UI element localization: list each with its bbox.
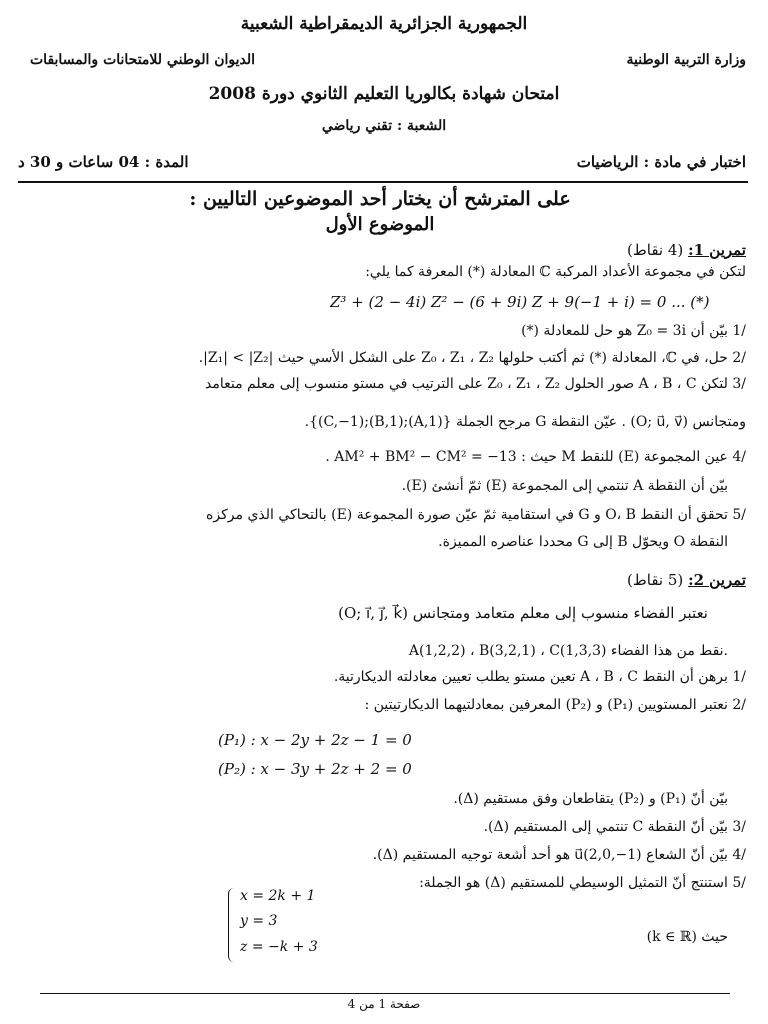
ex1-question-2: /2 حل، في ℂ، المعادلة (*) ثم أكتب حلولها Z₀ ، Z₁ ، Z₂ على الشكل الأسي حيث |Z₁| < |Z₂|. (198, 350, 746, 366)
ex2-question-5: /5 استنتج أنّ التمثيل الوسيطي للمستقيم (Δ) هو الجملة: (419, 875, 746, 891)
footer-divider (40, 993, 730, 994)
ex2-question-3: /3 بيّن أنّ النقطة C تنتمي إلى المستقيم (Δ). (483, 819, 746, 835)
exercise-1-header (627, 241, 746, 259)
header-divider (18, 181, 748, 183)
ex1-question-1: /1 بيّن أن Z₀ = 3i هو حل للمعادلة (*) (521, 323, 746, 339)
ex2-question-2b: بيّن أنّ (P₁) و (P₂) يتقاطعان وفق مستقيم (Δ). (453, 791, 728, 807)
subject-label: اختبار في مادة : الرياضيات (576, 153, 746, 171)
exercise-2-title: تمرين 2: (688, 571, 746, 589)
office-label: الديوان الوطني للامتحانات والمسابقات (30, 52, 256, 68)
ex1-intro: لتكن في مجموعة الأعداد المركبة ℂ المعادلة (*) المعرفة كما يلي: (365, 264, 746, 280)
parameter-domain: حيث (k ∈ ℝ) (646, 929, 728, 945)
exercise-1-title: تمرين 1: (688, 241, 746, 259)
ex2-question-1: /1 برهن أن النقط A ، B ، C تعين مستو يطلب تعيين معادلته الديكارتية. (333, 669, 746, 685)
duration-label: المدة : 04 ساعات و 30 د (18, 153, 189, 171)
ex2-intro-1: نعتبر الفضاء منسوب إلى معلم متعامد ومتجانس (O; i⃗, j⃗, k⃗) (338, 604, 708, 622)
system-line-3: z = −k + 3 (240, 939, 318, 955)
system-brace (228, 888, 237, 962)
plane-p1-equation: (P₁) : x − 2y + 2z − 1 = 0 (218, 731, 412, 749)
ex2-intro-2: A(1,2,2) ، B(3,2,1) ، C(1,3,3) نقط من هذا الفضاء. (408, 643, 728, 659)
ex1-question-5b: النقطة O ويحوّل B إلى G محددا عناصره المميزة. (438, 534, 728, 550)
ex1-equation: Z³ + (2 − 4i) Z² − (6 + 9i) Z + 9(−1 + i) = 0 ... (*) (330, 293, 710, 311)
ex1-question-4b: بيّن أن النقطة A تنتمي إلى المجموعة (E) ثمّ أنشئ (E). (401, 478, 728, 494)
ministry-label: وزارة التربية الوطنية (626, 52, 746, 68)
ex1-question-5a: /5 تحقق أن النقط O، B و G في استقامية ثمّ عيّن صورة المجموعة (E) بالتحاكي الذي مركزه (206, 507, 746, 523)
ex1-question-3b: ومتجانس (O; u⃗, v⃗) . عيّن النقطة G مرجح الجملة {(A,1);(B,1);(C,−1)}. (304, 414, 746, 430)
ex2-question-2: /2 نعتبر المستويين (P₁) و (P₂) المعرفين بمعادلتيهما الديكارتيتين : (364, 697, 746, 713)
choose-instruction: على المترشح أن يختار أحد الموضوعين التاليين : (189, 188, 571, 210)
exercise-2-header (627, 571, 746, 589)
plane-p2-equation: (P₂) : x − 3y + 2z + 2 = 0 (218, 760, 412, 778)
exercise-2-points: (5 نقاط) (627, 571, 684, 589)
exam-title: امتحان شهادة بكالوريا التعليم الثانوي دورة 2008 (208, 84, 560, 104)
page-number: صفحة 1 من 4 (347, 997, 421, 1011)
system-line-1: x = 2k + 1 (240, 888, 316, 904)
branch-label: الشعبة : تقني رياضي (321, 118, 447, 134)
ex1-question-3a: /3 لتكن A ، B ، C صور الحلول Z₀ ، Z₁ ، Z₂ على الترتيب في مستو منسوب إلى معلم متعامد (205, 376, 746, 392)
system-line-2: y = 3 (240, 913, 278, 929)
ex2-question-4: /4 بيّن أنّ الشعاع u⃗(2,0,−1) هو أحد أشعة توجيه المستقيم (Δ). (372, 847, 746, 863)
topic-heading: الموضوع الأول (325, 214, 435, 235)
exercise-1-points: (4 نقاط) (627, 241, 684, 259)
ex1-question-4a: /4 عين المجموعة (E) للنقط M حيث : AM² + BM² − CM² = −13 . (325, 449, 746, 465)
republic-heading: الجمهورية الجزائرية الديمقراطية الشعبية (240, 14, 528, 34)
